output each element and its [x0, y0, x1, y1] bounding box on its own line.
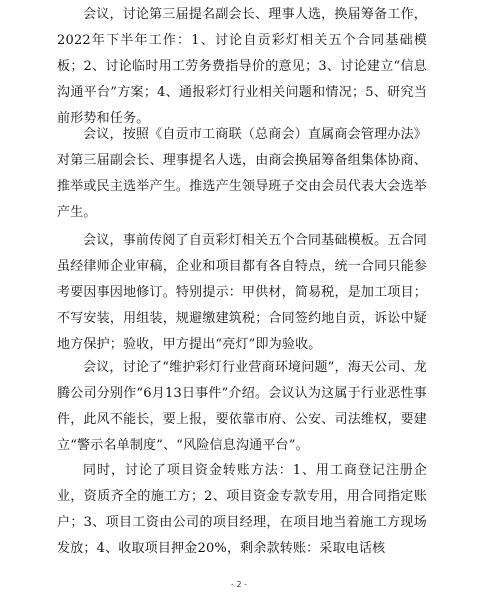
paragraph-contract-templates: 会议，事前传阅了自贡彩灯相关五个合同基础模板。五合同虽经律师企业审稿，企业和项目都有各自特点，统一合同只能参考要因事因地修订。特别提示：甲供材，简易税，是加工项目；不写安装，用组装，规避缴建筑税；合同签约地自贡，诉讼中疑地方保护；验收，甲方提出“亮灯”即为验收。: [57, 233, 427, 352]
paragraph-meeting-agenda: 会议，讨论第三届提名副会长、理事人选，换届筹备工作，2022年下半年工作：1、讨论自贡彩灯相关五个合同基础模板；2、讨论临时用工劳务费指导价的意见；3、讨论建立“信息沟通平台”方案；4、通报彩灯行业相关问题和情况；5、研究当前形势和任务。: [57, 7, 427, 126]
paragraph-business-environment: 会议，讨论了“维护彩灯行业营商环境问题”，海天公司、龙腾公司分别作“6月13日事件”介绍。会议认为这属于行业恶性事件，此风不能长，要上报，要依靠市府、公安、司法维权，要建立“警示名单制度”、“风险信息沟通平台”。: [57, 360, 427, 453]
paragraph-fund-transfer: 同时，讨论了项目资金转账方法：1、用工商登记注册企业，资质齐全的施工方；2、项目资金专款专用，用合同指定账户；3、项目工资由公司的项目经理，在项目地当着施工方现场发放；4、收取项目押金20%，剩余款转账：采取电话核: [57, 463, 427, 556]
page-number: - 2 -: [231, 580, 247, 589]
paragraph-nomination-procedure: 会议，按照《自贡市工商联（总商会）直属商会管理办法》对第三届副会长、理事提名人选，由商会换届筹备组集体协商、推举或民主选举产生。推选产生领导班子交由会员代表大会选举产生。: [57, 127, 427, 220]
